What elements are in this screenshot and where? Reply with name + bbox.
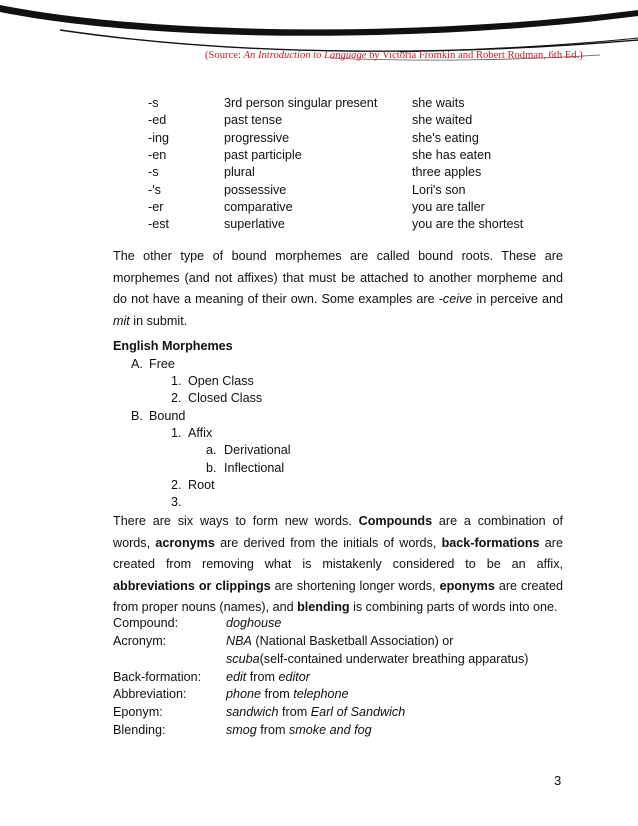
outline-item: Derivational — [224, 443, 291, 457]
outline-marker: a. — [206, 443, 217, 457]
outline-item: Open Class — [188, 374, 254, 388]
bound-roots-paragraph: The other type of bound morphemes are called bound roots. These are morphemes (and not affixes) that must be attached to another morpheme and do not have a meaning of their own. Some examples are -ceive in perceive and mit in submit. — [113, 249, 563, 328]
outline-marker: 3. — [171, 495, 182, 509]
outline-item: Free — [149, 357, 175, 371]
page-number: 3 — [554, 773, 562, 788]
outline-marker: 1. — [171, 374, 182, 388]
outline-item: Bound — [149, 409, 186, 423]
outline-marker: b. — [206, 461, 217, 475]
outline-marker: A. — [131, 357, 143, 371]
outline-item: Root — [188, 478, 215, 492]
source-citation: (Source: An Introduction to Language by Victoria Fromkin and Robert Rodman, 6th Ed.) — [205, 50, 583, 61]
outline-marker: 2. — [171, 391, 182, 405]
outline-title: English Morphemes — [113, 339, 233, 353]
outline-item: Affix — [188, 426, 213, 440]
outline-marker: B. — [131, 409, 143, 423]
outline-marker: 1. — [171, 426, 182, 440]
outline-item: Inflectional — [224, 461, 285, 475]
outline-marker: 2. — [171, 478, 182, 492]
word-formation-paragraph: There are six ways to form new words. Compounds are a combination of words, acronyms are derived from the initials of words, back-formations are created from removing what is mistakenly considered to be an affix, abbreviations or clippings are shortening longer words, eponyms are created from proper nouns (names), and blending is combining parts of words into one. — [113, 514, 564, 614]
outline-item: Closed Class — [188, 391, 263, 405]
